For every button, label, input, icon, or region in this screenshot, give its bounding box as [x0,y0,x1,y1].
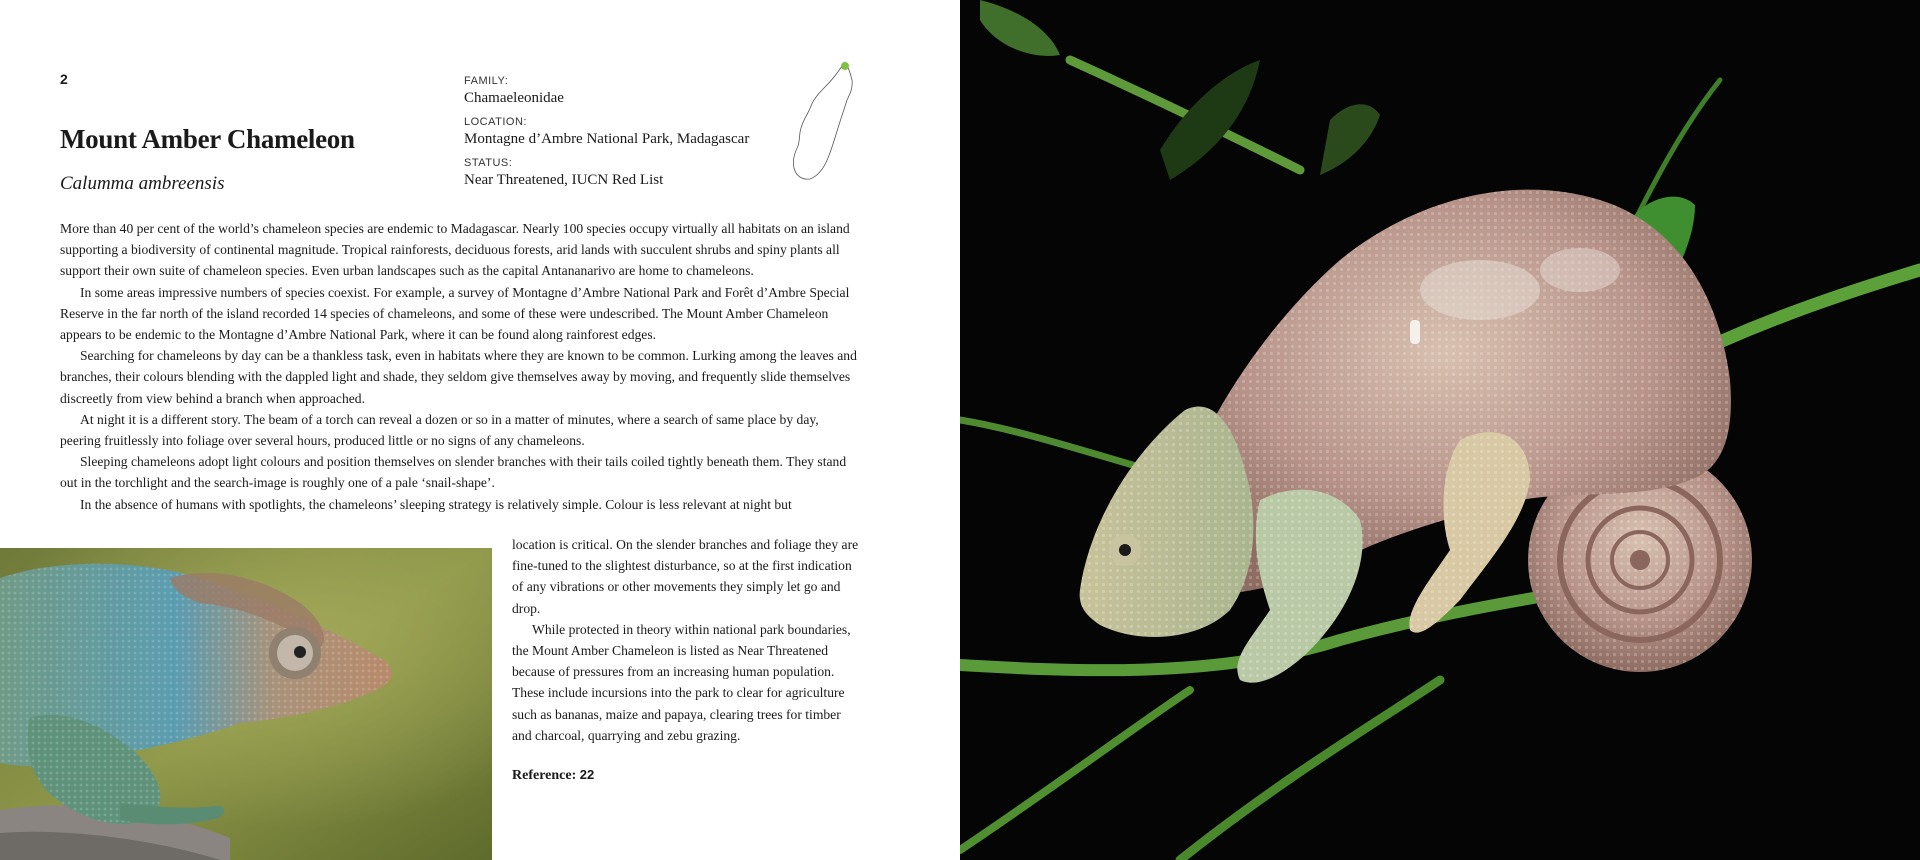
family-value: Chamaeleonidae [464,90,564,106]
status-label: STATUS: [464,157,513,169]
reference-value: 22 [579,767,595,782]
family-label: FAMILY: [464,75,509,87]
page-number: 2 [60,71,68,87]
body-paragraph-6-end: location is critical. On the slender branches and foliage they are fine-tuned to the slightest disturbance, so at the first indication of any vibrations or other movements they simply let go and drop. [512,537,859,616]
reference-label: Reference: [512,768,577,783]
madagascar-outline-map-icon [790,58,860,183]
chameleon-main-photo [960,0,1920,860]
reference [512,767,594,784]
chameleon-head-photo [0,548,492,860]
right-page [960,0,1920,860]
species-common-name: Mount Amber Chameleon [60,124,355,154]
body-paragraph-3: Searching for chameleons by day can be a thankless task, even in habitats where they are known to be common. Lurking among the leaves and branches, their colours blending with the dappled light and shade, they seldom give themselves away by moving, and frequently slide themselves discreetly from view behind a branch when approached. [60,348,857,406]
body-paragraph-7: While protected in theory within national park boundaries, the Mount Amber Chameleon is listed as Near Threatened because of pressures from an increasing human population. These include incursions into the park to clear for agriculture such as bananas, maize and papaya, clearing trees for timber and charcoal, quarrying and zebu grazing. [512,621,851,743]
body-paragraph-1: More than 40 per cent of the world’s chameleon species are endemic to Madagascar. Nearly 100 species occupy virtually all habitats on an island supporting a biodiversity of continental magnitude. Tropical rainforests, deciduous forests, arid lands with succulent shrubs and spiny plants all support their own suite of chameleon species. Even urban landscapes such as the capital Antananarivo are home to chameleons. [60,221,850,279]
body-paragraph-2: In some areas impressive numbers of species coexist. For example, a survey of Montagne d’Ambre National Park and Forêt d’Ambre Special Reserve in the far north of the island recorded 14 species of chameleons, and some of these were undescribed. The Mount Amber Chameleon appears to be endemic to the Montagne d’Ambre National Park, where it can be found along rainforest edges. [60,284,850,343]
species-description-continued [512,534,860,746]
location-value: Montagne d’Ambre National Park, Madagascar [464,131,750,147]
status-value: Near Threatened, IUCN Red List [464,172,664,188]
species-description [60,218,860,515]
body-paragraph-6-start: In the absence of humans with spotlights, the chameleons’ sleeping strategy is relatively simple. Colour is less relevant at night but [80,496,792,512]
species-scientific-name: Calumma ambreensis [60,173,225,194]
body-paragraph-4: At night it is a different story. The beam of a torch can reveal a dozen or so in a matter of minutes, where a search of same place by day, peering fruitlessly into foliage over several hours, produced little or no signs of any chameleons. [60,411,819,449]
body-paragraph-5: Sleeping chameleons adopt light colours and position themselves on slender branches with their tails coiled tightly beneath them. They stand out in the torchlight and the search-image is roughly one of a pale ‘snail-shape’. [60,454,847,491]
location-label: LOCATION: [464,116,527,128]
species-meta [464,74,794,197]
